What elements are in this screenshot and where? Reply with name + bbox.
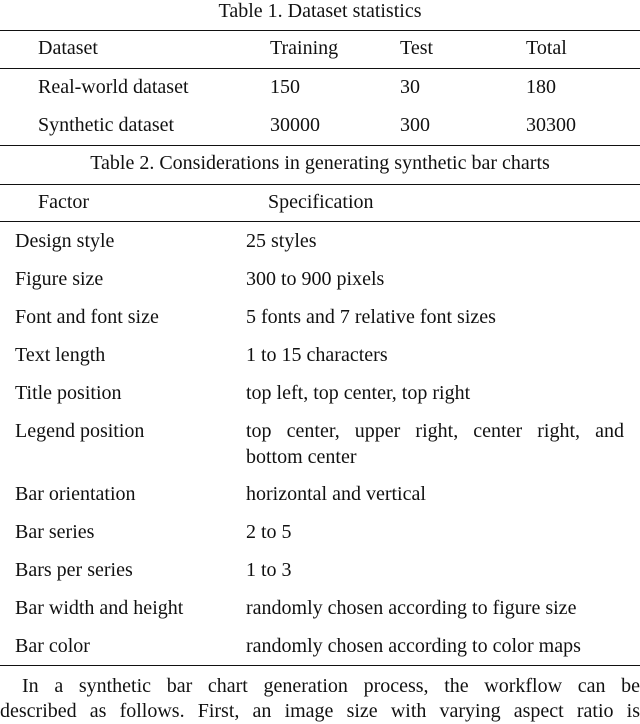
table2-factor: Bar orientation (15, 483, 136, 505)
table1-cell: Synthetic dataset (38, 114, 175, 136)
table2-caption: Table 2. Considerations in generating synthetic bar charts (90, 152, 550, 174)
table1-bottom-rule (0, 145, 640, 146)
table2-factor: Bar series (15, 521, 95, 543)
table2-factor: Font and font size (15, 306, 159, 328)
table2-header-rule (0, 221, 640, 222)
table2-spec: 2 to 5 (246, 521, 292, 543)
table2-factor: Bar color (15, 635, 90, 657)
paragraph-line: described as follows. First, an image size with varying aspect ratio is (0, 700, 640, 722)
table1-caption: Table 1. Dataset statistics (218, 0, 422, 22)
table1-cell: 30000 (270, 114, 320, 136)
table1-header-training: Training (270, 37, 339, 59)
table2-factor: Title position (15, 382, 122, 404)
table2-factor: Legend position (15, 420, 145, 442)
table2-spec: top left, top center, top right (246, 382, 471, 404)
table2-header-specification: Specification (268, 191, 374, 213)
table1-header-dataset: Dataset (38, 37, 98, 59)
table2-factor: Figure size (15, 268, 104, 290)
table2-factor: Design style (15, 230, 115, 252)
table2-spec: 25 styles (246, 230, 317, 252)
table2-spec: 5 fonts and 7 relative font sizes (246, 306, 496, 328)
paragraph-line: In a synthetic bar chart generation process, the workflow can be (22, 675, 640, 697)
table2-header-factor: Factor (38, 191, 90, 213)
table2-factor: Bars per series (15, 559, 133, 581)
table2-spec: top center, upper right, center right, and (246, 420, 624, 442)
table1-cell: 30 (400, 76, 420, 98)
table2-spec: 300 to 900 pixels (246, 268, 385, 290)
table1-header-rule (0, 68, 640, 69)
table1-cell: 150 (270, 76, 300, 98)
body-paragraph (0, 674, 640, 724)
table1-cell: Real-world dataset (38, 76, 189, 98)
table2-top-rule (0, 184, 640, 185)
table2-spec: randomly chosen according to figure size (246, 597, 577, 619)
table2-spec: horizontal and vertical (246, 483, 426, 505)
table2-spec: 1 to 3 (246, 559, 292, 581)
table2-bottom-rule (0, 665, 640, 666)
table1-cell: 30300 (526, 114, 576, 136)
table1-cell: 180 (526, 76, 556, 98)
table1-header-test: Test (400, 37, 434, 59)
table2-factor: Bar width and height (15, 597, 184, 619)
table2-spec-continued: bottom center (246, 446, 357, 468)
table1-top-rule (0, 30, 640, 31)
table2-spec: 1 to 15 characters (246, 344, 388, 366)
table1-cell: 300 (400, 114, 430, 136)
table2-spec: randomly chosen according to color maps (246, 635, 581, 657)
table2-factor: Text length (15, 344, 106, 366)
table1-header-total: Total (526, 37, 567, 59)
